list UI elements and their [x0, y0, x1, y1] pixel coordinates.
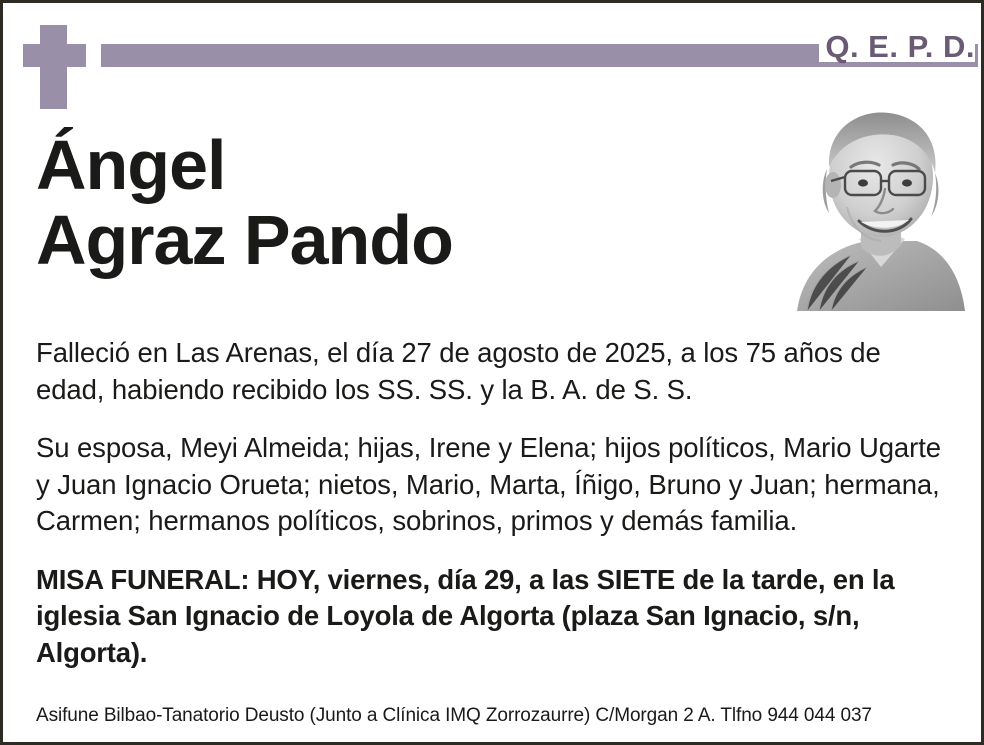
- portrait-photo: [789, 89, 967, 311]
- family-paragraph: Su esposa, Meyi Almeida; hijas, Irene y Elena; hijos políticos, Mario Ugarte y Juan Ignacio Orueta; nietos, Mario, Marta, Íñigo, Bruno y Juan; hermana, Carmen; hermanos políticos, sobrinos, primos y demás familia.: [36, 432, 941, 537]
- cross-vertical-bar: [40, 25, 67, 109]
- deceased-name: [36, 126, 453, 279]
- notice-body: [36, 335, 942, 690]
- death-notice-paragraph: Falleció en Las Arenas, el día 27 de agosto de 2025, a los 75 años de edad, habiendo recibido los SS. SS. y la B. A. de S. S.: [36, 337, 881, 405]
- cross-horizontal-bar: [23, 44, 86, 67]
- cross-icon: [23, 25, 86, 109]
- funeral-home-footer: Asifune Bilbao-Tanatorio Deusto (Junto a Clínica IMQ Zorrozaurre) C/Morgan 2 A. Tlfno 944 044 037: [36, 705, 872, 727]
- funeral-paragraph: MISA FUNERAL: HOY, viernes, día 29, a las SIETE de la tarde, en la iglesia San Ignacio de Loyola de Algorta (plaza San Ignacio, s/n, Algorta).: [36, 563, 895, 668]
- deceased-first-name: Ángel: [36, 126, 226, 204]
- notice-header: [3, 3, 981, 95]
- qepd-label: Q. E. P. D.: [819, 31, 975, 62]
- deceased-last-names: Agraz Pando: [36, 200, 453, 279]
